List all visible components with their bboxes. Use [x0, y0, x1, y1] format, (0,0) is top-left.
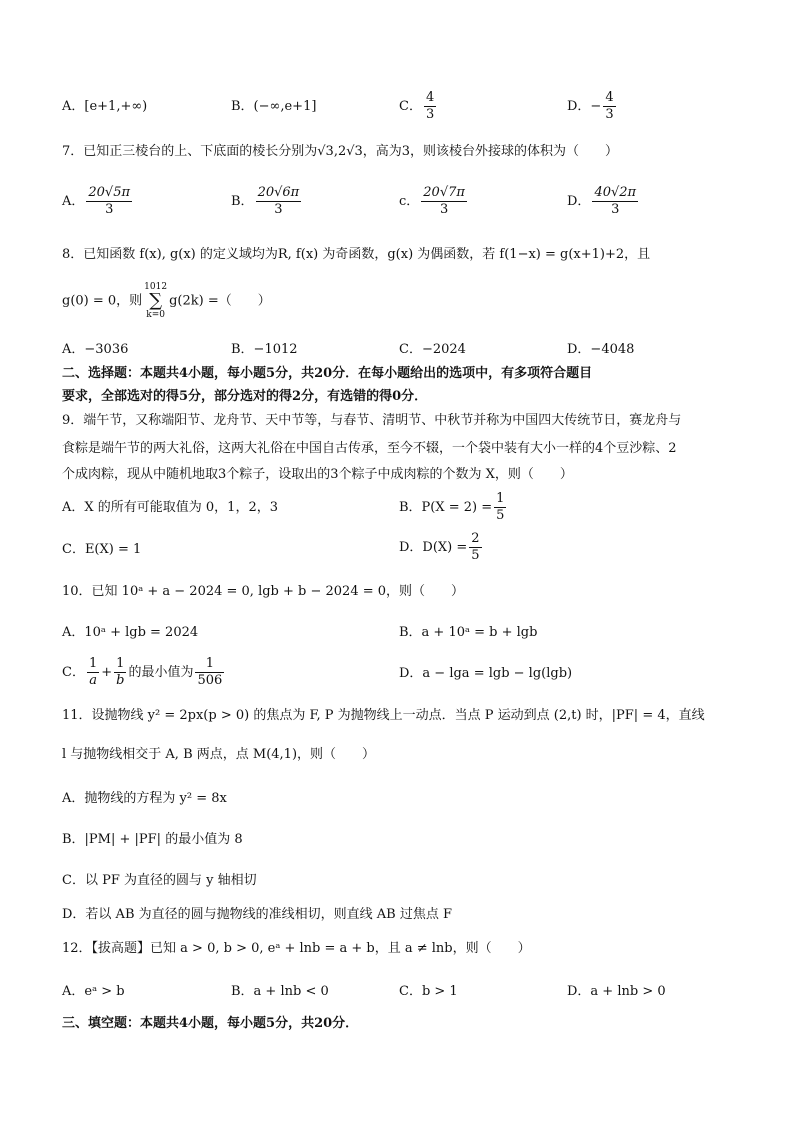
fraction — [592, 185, 638, 218]
option-label: C． — [62, 665, 85, 680]
section2-heading-line2: 要求，全部选对的得5分，部分选对的得2分，有选错的得0分． — [62, 389, 428, 404]
option-label: D． — [567, 194, 591, 209]
frac-num: 20√7π — [423, 185, 465, 200]
frac-num: 20√5π — [88, 185, 131, 200]
section3-heading: 三、填空题：本题共4小题，每小题5分，共20分． — [62, 1016, 359, 1031]
q10-option-b: B．a + 10ᵃ = b + lgb — [399, 625, 538, 640]
q8-stem2-pre: g(0) = 0，则 — [62, 293, 143, 309]
q7-option-a — [62, 185, 134, 218]
q7-option-b — [231, 185, 303, 218]
q9-option-c: C．E(X) = 1 — [62, 542, 142, 557]
q12-option-a: A．eᵃ > b — [62, 984, 125, 999]
plus-sign: + — [101, 665, 113, 680]
frac-num: 1 — [114, 656, 126, 673]
option-label: B． — [231, 194, 254, 209]
frac-num: 4 — [605, 90, 614, 105]
q6-option-d — [567, 90, 618, 123]
frac-num: 2 — [471, 531, 480, 546]
fraction — [494, 491, 506, 524]
q7-stem: 7．已知正三棱台的上、下底面的棱长分别为√3,2√3，高为3，则该棱台外接球的体积为（ ） — [62, 144, 619, 159]
option-label: A． — [62, 194, 85, 209]
frac-den: 506 — [197, 673, 223, 688]
q8-option-b: B．−1012 — [231, 342, 298, 357]
q8-stem-line1: 8．已知函数 f(x), g(x) 的定义域均为R, f(x) 为奇函数，g(x) 为偶函数，若 f(1−x) = g(x+1)+2，且 — [62, 247, 651, 262]
frac-den: 3 — [611, 202, 620, 217]
q8-option-a: A．−3036 — [62, 342, 129, 357]
q9-option-a: A．X 的所有可能取值为 0，1，2，3 — [62, 500, 278, 515]
frac-den: 3 — [605, 107, 614, 122]
frac-den: 5 — [496, 508, 505, 523]
frac-den: 3 — [439, 202, 449, 217]
q8-option-d: D．−4048 — [567, 342, 635, 357]
q6-option-c-label: C． — [399, 99, 422, 114]
sum-lower: k=0 — [146, 310, 165, 320]
frac-den: b — [116, 673, 125, 688]
q10-option-a: A．10ᵃ + lgb = 2024 — [62, 625, 199, 640]
frac-num: 1 — [195, 656, 224, 673]
fraction — [256, 185, 302, 218]
fraction — [114, 656, 126, 689]
q8-stem2-post: g(2k) =（ ） — [169, 293, 271, 309]
frac-num: 4 — [425, 90, 435, 105]
frac-num: 20√6π — [257, 185, 300, 200]
fraction — [195, 656, 224, 689]
q12-option-c: C．b > 1 — [399, 984, 458, 999]
section2-heading-line1: 二、选择题：本题共4小题，每小题5分，共20分．在每小题给出的选项中，有多项符合题目 — [62, 366, 593, 381]
q11-option-a: A．抛物线的方程为 y² = 8x — [62, 791, 227, 806]
q11-stem-line1: 11．设抛物线 y² = 2px(p > 0) 的焦点为 F, P 为抛物线上一动点．当点 P 运动到点 (2,t) 时，|PF| = 4，直线 — [62, 708, 705, 723]
q6-option-d-label: D．− — [567, 99, 602, 114]
q9-option-d — [399, 531, 484, 564]
frac-num: 40√2π — [594, 185, 637, 200]
q7-option-c — [399, 185, 469, 218]
fraction — [603, 90, 615, 123]
frac-num: 1 — [88, 656, 98, 671]
q10-option-c — [62, 656, 226, 689]
fraction — [469, 531, 481, 564]
q10-stem: 10．已知 10ᵃ + a − 2024 = 0, lgb + b − 2024 = 0，则（ ） — [62, 584, 465, 599]
q8-option-c: C．−2024 — [399, 342, 466, 357]
q10-option-d: D．a − lga = lgb − lg(lgb) — [399, 666, 573, 681]
summation — [144, 282, 167, 320]
q9-stem-line2: 食粽是端午节的两大礼俗，这两大礼俗在中国自古传承，至今不辍，一个袋中装有大小一样的4个豆沙粽、2 — [62, 441, 677, 456]
q9-stem-line3: 个成肉粽，现从中随机地取3个粽子，设取出的3个粽子中成肉粽的个数为 X，则（ ） — [62, 467, 573, 482]
q11-option-c: C．以 PF 为直径的圆与 y 轴相切 — [62, 873, 257, 888]
frac-den: 3 — [274, 202, 283, 217]
sum-upper: 1012 — [144, 282, 168, 292]
option-label: B．P(X = 2) = — [399, 500, 493, 515]
q12-option-d: D．a + lnb > 0 — [567, 984, 666, 999]
option-label: c． — [399, 194, 420, 209]
q11-option-b: B．|PM| + |PF| 的最小值为 8 — [62, 832, 243, 847]
q6-option-b: B．(−∞,e+1] — [231, 99, 317, 114]
frac-den: a — [89, 673, 97, 688]
frac-den: 3 — [425, 107, 435, 122]
q6-option-c — [399, 90, 438, 123]
frac-num: 1 — [496, 491, 505, 506]
fraction — [87, 656, 99, 689]
frac-den: 3 — [105, 202, 114, 217]
q7-option-d — [567, 185, 640, 218]
q10-c-text: 的最小值为 — [128, 665, 194, 680]
frac-den: 5 — [471, 548, 480, 563]
q9-stem-line1: 9．端午节，又称端阳节、龙舟节、天中节等，与春节、清明节、中秋节并称为中国四大传统节日，赛龙舟与 — [62, 413, 682, 428]
q9-option-b — [399, 491, 508, 524]
fraction — [421, 185, 467, 218]
q11-option-d: D．若以 AB 为直径的圆与抛物线的准线相切，则直线 AB 过焦点 F — [62, 907, 452, 922]
fraction — [424, 90, 436, 123]
sigma-icon: ∑ — [149, 290, 163, 311]
q6-option-a: A．[e+1,+∞) — [62, 99, 148, 114]
q11-stem-line2: l 与抛物线相交于 A, B 两点，点 M(4,1)，则（ ） — [62, 747, 376, 762]
fraction — [86, 185, 132, 218]
option-label: D．D(X) = — [399, 540, 468, 555]
q12-option-b: B．a + lnb < 0 — [231, 984, 329, 999]
q8-stem-line2 — [62, 282, 271, 320]
q12-stem: 12．【拔高题】已知 a > 0, b > 0, eᵃ + lnb = a + b，且 a ≠ lnb，则（ ） — [62, 941, 531, 956]
